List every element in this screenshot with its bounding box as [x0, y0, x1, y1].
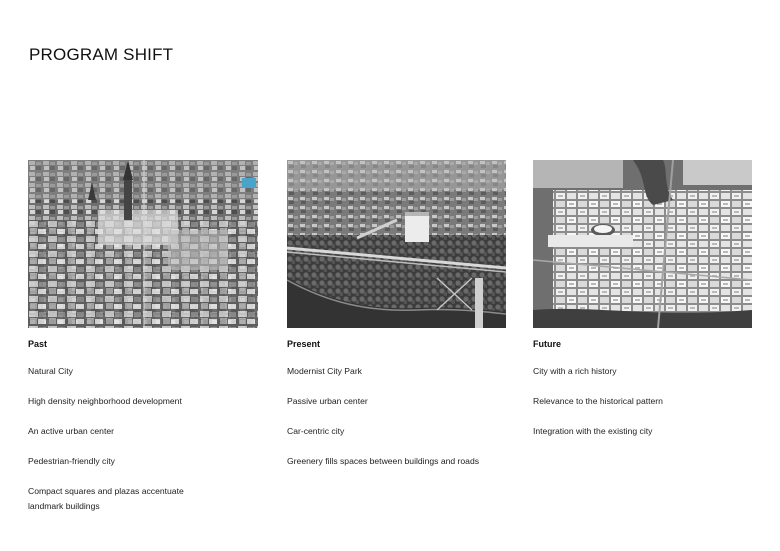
present-aerial-photo: [287, 160, 506, 328]
future-render-photo: [533, 160, 752, 328]
present-item: Car-centric city: [287, 426, 345, 436]
future-item: Relevance to the historical pattern: [533, 396, 663, 406]
present-item: Passive urban center: [287, 396, 368, 406]
past-item: Natural City: [28, 366, 73, 376]
past-item: An active urban center: [28, 426, 114, 436]
future-heading: Future: [533, 339, 561, 349]
present-heading: Present: [287, 339, 321, 349]
past-item: High density neighborhood development: [28, 396, 182, 406]
past-heading: Past: [28, 339, 48, 349]
present-item: Greenery fills spaces between buildings and roads: [287, 456, 480, 466]
future-item: City with a rich history: [533, 366, 617, 376]
column-future: [533, 160, 752, 439]
column-past: [28, 160, 258, 514]
present-item: Modernist City Park: [287, 366, 362, 376]
past-item: Compact squares and plazas accentuate landmark buildings: [28, 486, 184, 511]
column-present: [287, 160, 506, 469]
past-item: Pedestrian-friendly city: [28, 456, 115, 466]
past-aerial-photo: [28, 160, 258, 328]
future-item: Integration with the existing city: [533, 426, 653, 436]
page-title: PROGRAM SHIFT: [29, 45, 174, 64]
